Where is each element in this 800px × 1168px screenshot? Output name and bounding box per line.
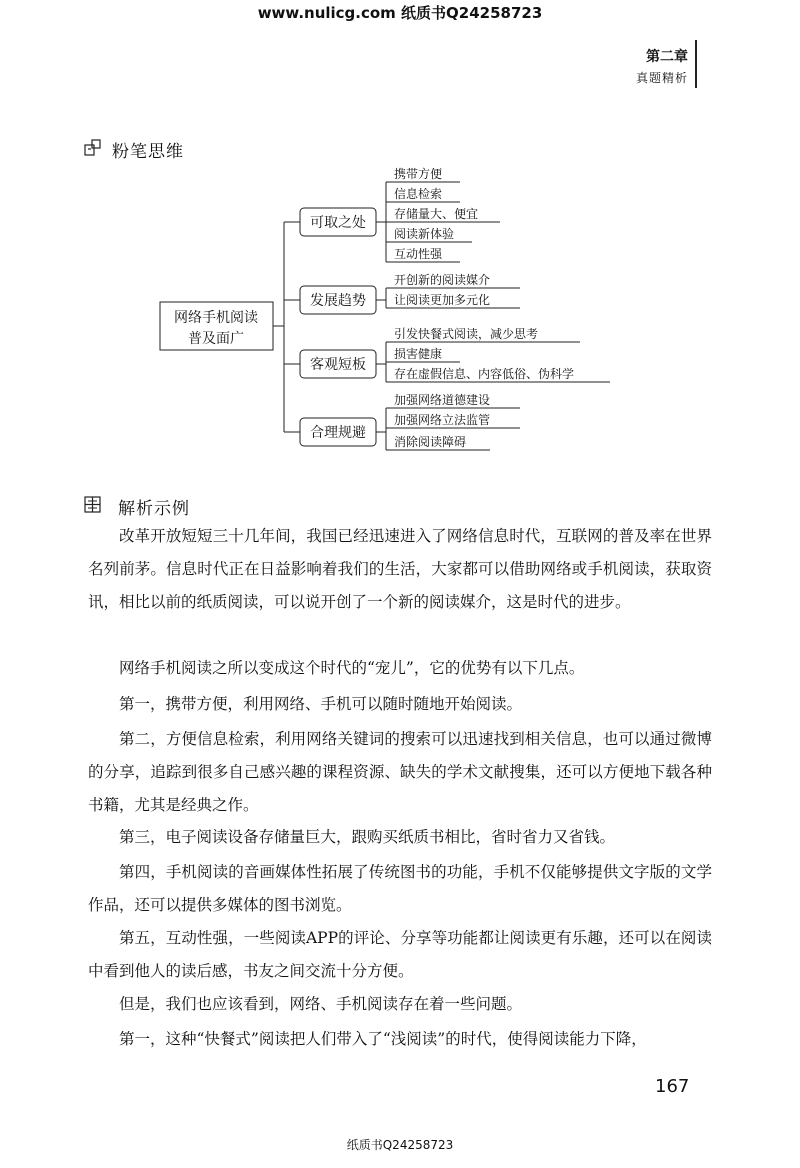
paragraph-7: 第五，互动性强，一些阅读APP的评论、分享等功能都让阅读更有乐趣，还可以在阅读中看到他人的读后感，书友之间交流十分方便。 bbox=[88, 929, 712, 980]
paragraph-9: 第一，这种“快餐式”阅读把人们带入了“浅阅读”的时代，使得阅读能力下降， bbox=[119, 1030, 647, 1048]
branch-label-4: 合理规避 bbox=[310, 425, 366, 441]
paragraph-4: 第二，方便信息检索，利用网络关键词的搜索可以迅速找到相关信息，也可以通过微博的分享，追踪到很多自己感兴趣的课程资源、缺失的学术文献搜集，还可以方便地下载各种书籍，尤其是经典之作。 bbox=[88, 730, 712, 814]
mindmap-section-title: 粉笔思维 bbox=[112, 142, 184, 162]
leaf-1-4: 阅读新体验 bbox=[394, 227, 455, 241]
chapter-subtitle: 真题精析 bbox=[635, 71, 688, 85]
bottom-watermark: 纸质书Q24258723 bbox=[346, 1138, 454, 1152]
leaf-2-2: 让阅读更加多元化 bbox=[394, 293, 491, 307]
paragraph-3: 第一，携带方便，利用网络、手机可以随时随地开始阅读。 bbox=[119, 695, 523, 713]
leaf-1-5: 互动性强 bbox=[394, 247, 443, 261]
branch-label-3: 客观短板 bbox=[310, 357, 366, 373]
chapter-title: 第二章 bbox=[646, 49, 688, 65]
leaf-1-3: 存储量大、便宜 bbox=[394, 207, 479, 221]
branch-label-1: 可取之处 bbox=[310, 215, 366, 231]
leaf-4-3: 消除阅读障碍 bbox=[394, 435, 467, 449]
mind-map bbox=[0, 0, 800, 480]
leaf-4-2: 加强网络立法监管 bbox=[394, 413, 491, 427]
page-number: 167 bbox=[655, 1076, 690, 1097]
leaf-1-2: 信息检索 bbox=[394, 187, 443, 201]
mindmap-root-line1: 网络手机阅读 bbox=[174, 310, 258, 326]
leaf-1-1: 携带方便 bbox=[394, 167, 443, 181]
leaf-4-1: 加强网络道德建设 bbox=[394, 393, 491, 407]
analysis-section-title: 解析示例 bbox=[118, 499, 190, 519]
mindmap-root-line2: 普及面广 bbox=[188, 331, 244, 347]
paragraph-2: 网络手机阅读之所以变成这个时代的“宠儿”，它的优势有以下几点。 bbox=[119, 659, 585, 677]
top-watermark: www.nulicg.com 纸质书Q24258723 bbox=[257, 4, 543, 22]
leaf-3-2: 损害健康 bbox=[394, 347, 443, 361]
leaf-2-1: 开创新的阅读媒介 bbox=[394, 273, 491, 287]
paragraph-5: 第三，电子阅读设备存储量巨大，跟购买纸质书相比，省时省力又省钱。 bbox=[119, 828, 616, 846]
branch-label-2: 发展趋势 bbox=[310, 293, 366, 309]
paragraph-8: 但是，我们也应该看到，网络、手机阅读存在着一些问题。 bbox=[119, 995, 523, 1013]
leaf-3-1: 引发快餐式阅读，减少思考 bbox=[394, 327, 539, 341]
leaf-3-3: 存在虚假信息、内容低俗、伪科学 bbox=[394, 367, 575, 381]
paragraph-6: 第四，手机阅读的音画媒体性拓展了传统图书的功能，手机不仅能够提供文字版的文学作品，还可以提供多媒体的图书浏览。 bbox=[88, 863, 712, 914]
grid-icon bbox=[84, 496, 101, 513]
paragraph-1: 改革开放短短三十几年间，我国已经迅速进入了网络信息时代，互联网的普及率在世界名列前茅。信息时代正在日益影响着我们的生活，大家都可以借助网络或手机阅读，获取资讯，相比以前的纸质阅读，可以说开创了一个新的阅读媒介，这是时代的进步。 bbox=[88, 527, 712, 611]
